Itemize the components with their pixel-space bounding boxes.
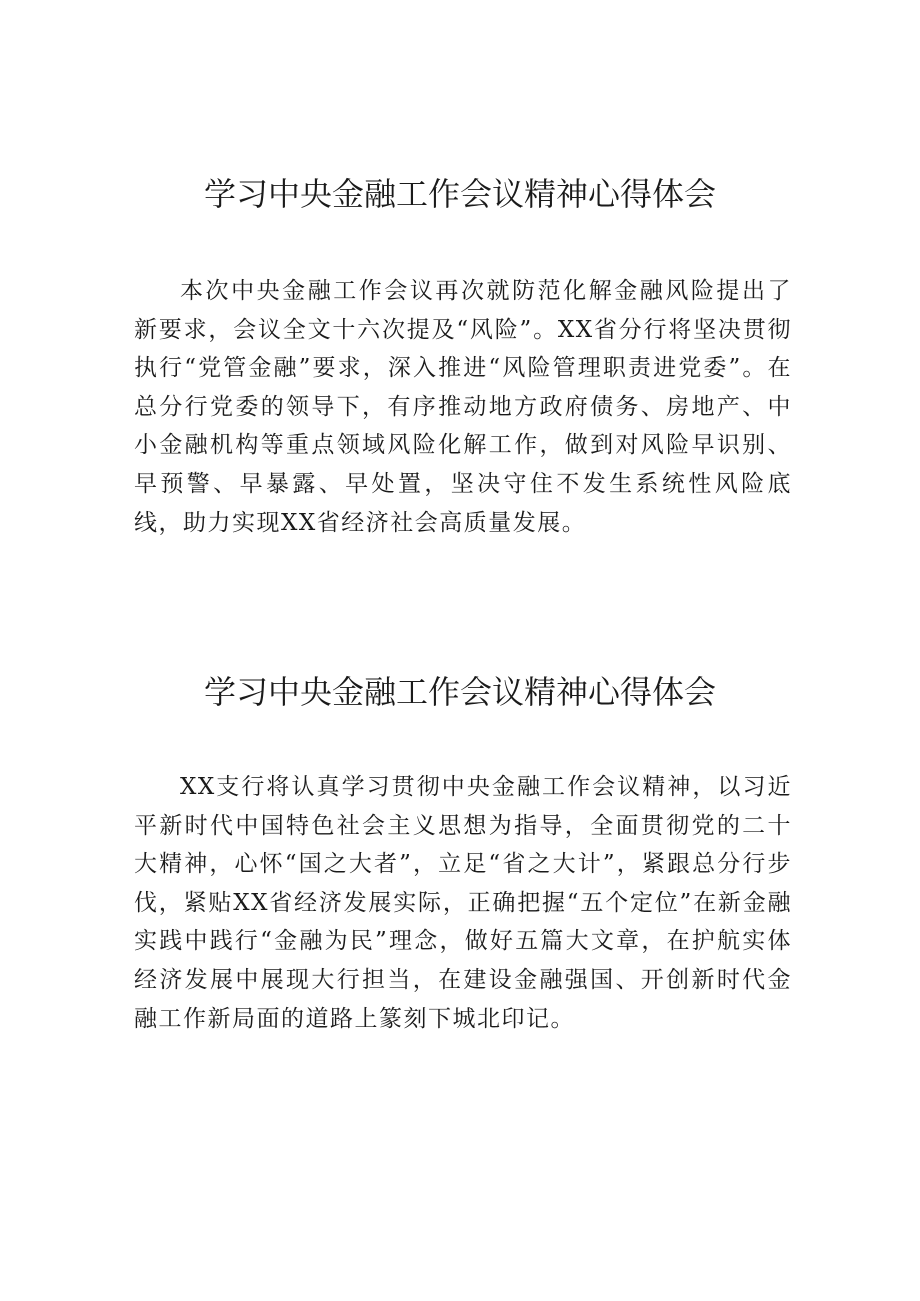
section-2-title: 学习中央金融工作会议精神心得体会: [203, 673, 716, 711]
section-1-title: 学习中央金融工作会议精神心得体会: [203, 175, 716, 213]
section-2-body: XX支行将认真学习贯彻中央金融工作会议精神，以习近平新时代中国特色社会主义思想为指导，全面贯彻党的二十大精神，心怀“国之大者”，立足“省之大计”，紧跟总分行步伐，紧贴XX省经济发展实际，正确把握“五个定位”在新金融实践中践行“金融为民”理念，做好五篇大文章，在护航实体经济发展中展现大行担当，在建设金融强国、开创新时代金融工作新局面的道路上篆刻下城北印记。: [134, 774, 792, 1032]
section-1-body: 本次中央金融工作会议再次就防范化解金融风险提出了新要求，会议全文十六次提及“风险”。XX省分行将坚决贯彻执行“党管金融”要求，深入推进“风险管理职责进党委”。在总分行党委的领导下，有序推动地方政府债务、房地产、中小金融机构等重点领域风险化解工作，做到对风险早识别、早预警、早暴露、早处置，坚决守住不发生系统性风险底线，助力实现XX省经济社会高质量发展。: [134, 278, 792, 536]
